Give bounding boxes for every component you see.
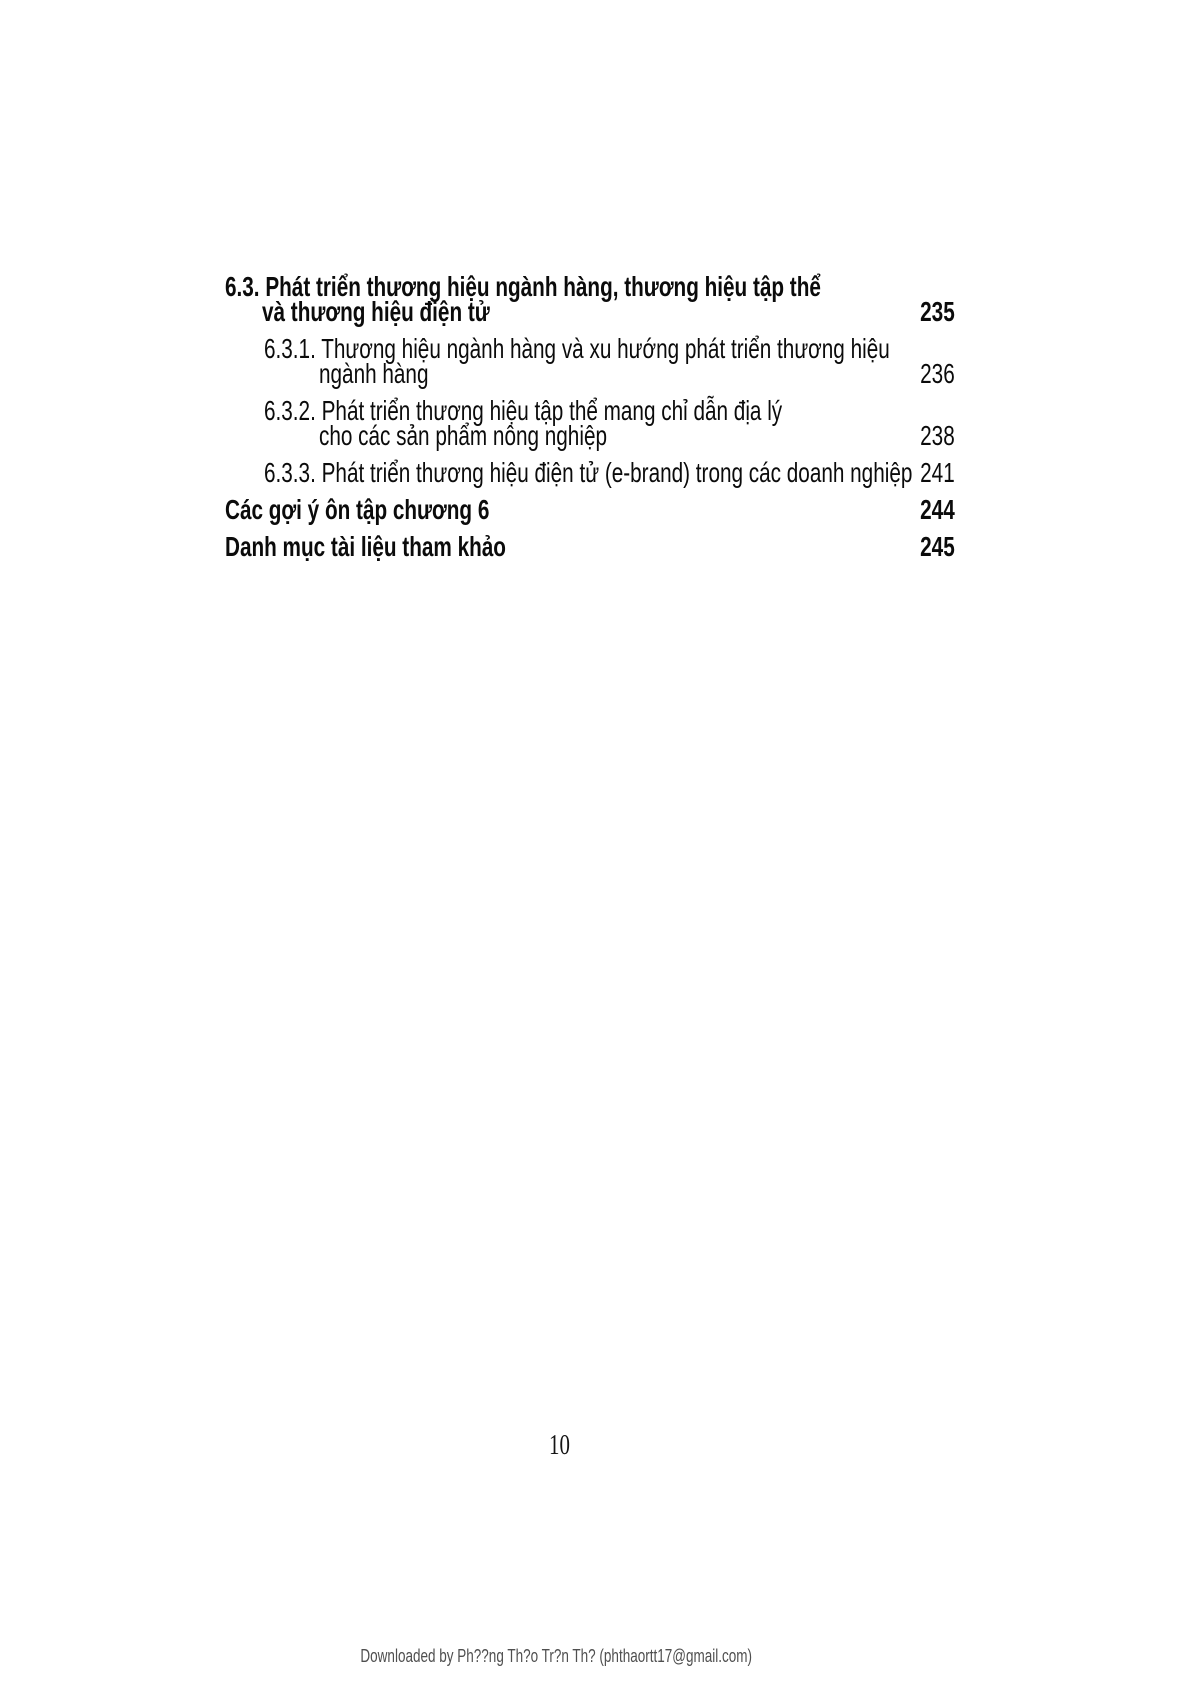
toc-entry-6-3-2 (225, 395, 955, 451)
toc-entry-page-number: 235 (920, 296, 955, 327)
toc-entry-title (225, 271, 900, 327)
toc-entry-title-line: 6.3.3. Phát triển thương hiệu điện tử (e-brand) trong các doanh nghiệp (264, 457, 913, 488)
downloaded-by-watermark: Downloaded by Ph??ng Th?o Tr?n Th? (phthaortt17@gmail.com) (360, 1645, 752, 1666)
toc-entry-title-line: cho các sản phẩm nông nghiệp (319, 420, 607, 451)
toc-entry-references (225, 531, 955, 562)
toc-entry-review-chapter-6 (225, 494, 955, 525)
toc-entry-title-line: 6.3.2. Phát triển thương hiệu tập thể mang chỉ dẫn địa lý (264, 395, 783, 426)
table-of-contents (225, 271, 955, 571)
toc-entry-page-number: 244 (920, 494, 955, 525)
toc-entry-page-number: 238 (920, 420, 955, 451)
toc-entry-title-line: ngành hàng (319, 358, 429, 389)
toc-entry-page-number: 236 (920, 358, 955, 389)
toc-entry-title (225, 531, 900, 562)
toc-entry-6-3 (225, 271, 955, 327)
toc-entry-title-line: 6.3. Phát triển thương hiệu ngành hàng, thương hiệu tập thể (225, 271, 821, 302)
toc-entry-title-line: Các gợi ý ôn tập chương 6 (225, 494, 490, 525)
toc-entry-title (225, 457, 913, 488)
toc-entry-title (225, 494, 900, 525)
toc-entry-page-number: 241 (920, 457, 955, 488)
toc-entry-page-number: 245 (920, 531, 955, 562)
toc-entry-title-line: Danh mục tài liệu tham khảo (225, 531, 506, 562)
toc-entry-6-3-3 (225, 457, 955, 488)
toc-entry-title-line: 6.3.1. Thương hiệu ngành hàng và xu hướng phát triển thương hiệu (264, 333, 890, 364)
page-number: 10 (548, 1429, 570, 1461)
toc-entry-6-3-1 (225, 333, 955, 389)
toc-entry-title (225, 395, 900, 451)
toc-entry-title-line: và thương hiệu điện tử (262, 296, 490, 327)
toc-entry-title (225, 333, 900, 389)
